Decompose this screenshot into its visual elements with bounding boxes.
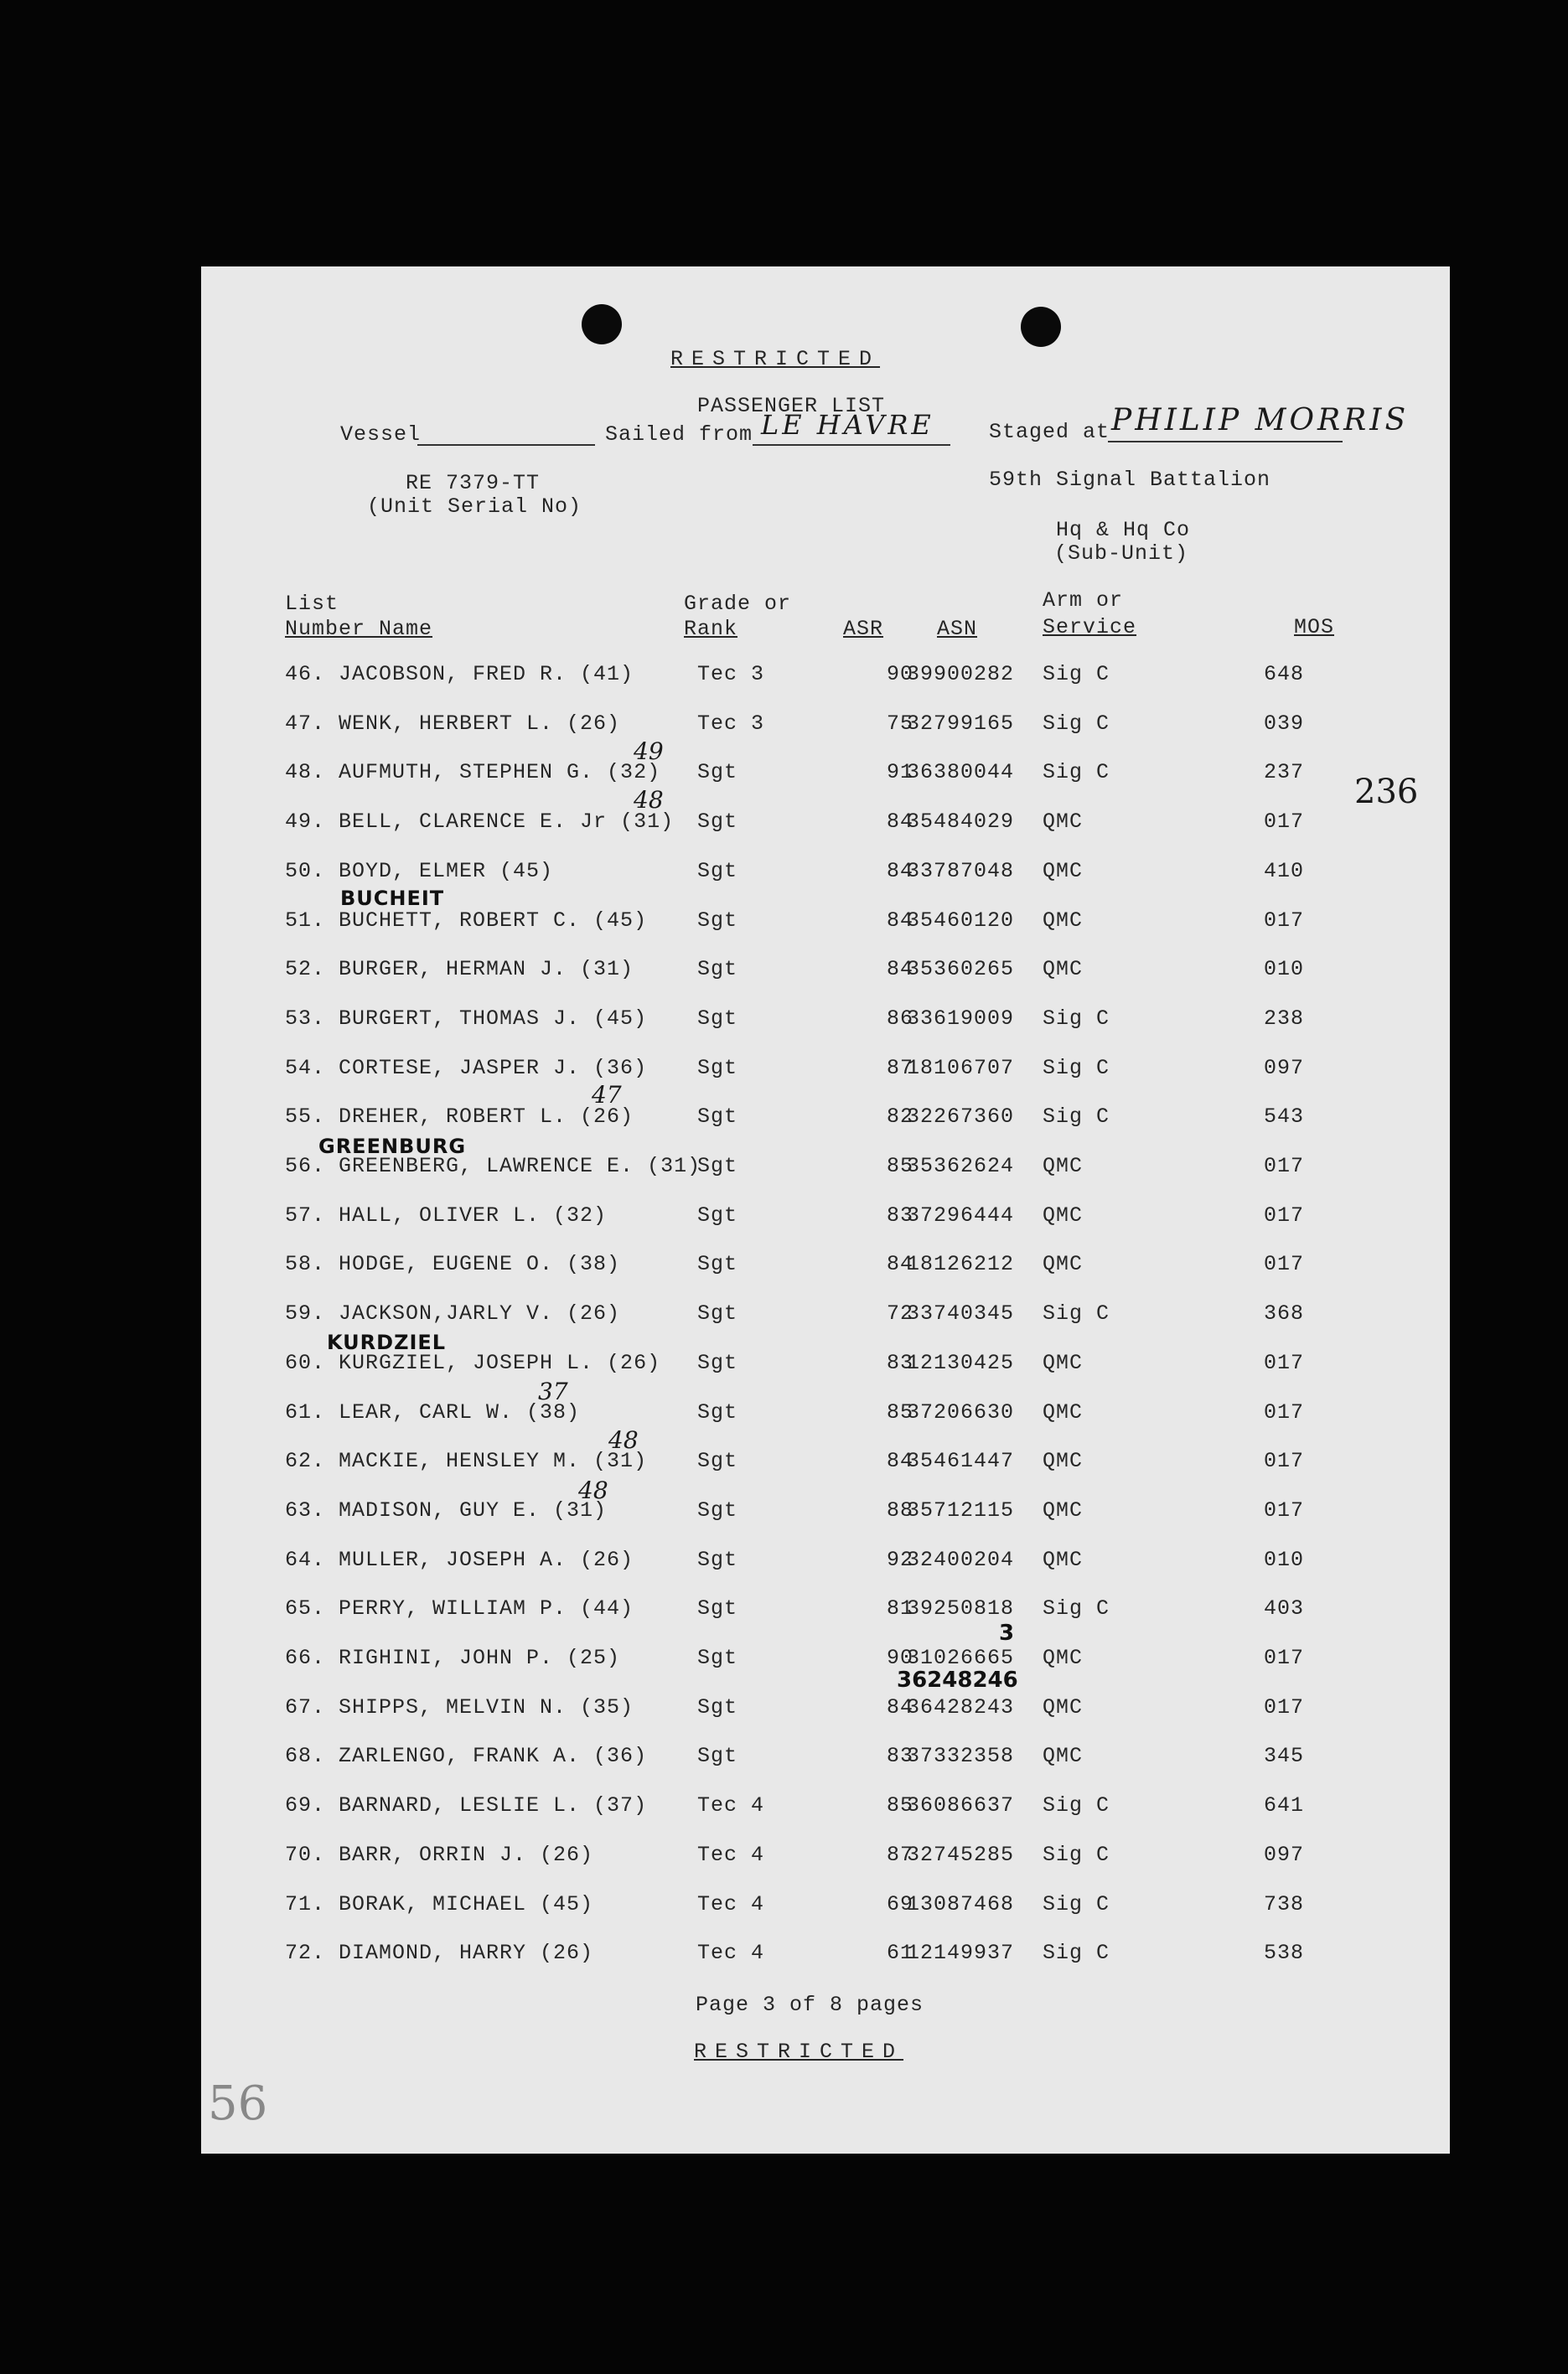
passenger-name: 47. WENK, HERBERT L. (26) — [285, 711, 621, 736]
table-row — [201, 1056, 1450, 1089]
arm-service: Sig C — [1043, 1596, 1110, 1621]
asn: 39900282 — [907, 662, 1015, 686]
grade: Sgt — [697, 1301, 738, 1327]
table-row — [201, 1596, 1450, 1630]
passenger-name: 54. CORTESE, JASPER J. (36) — [285, 1055, 648, 1080]
mos: 410 — [1263, 858, 1304, 883]
grade: Sgt — [697, 1006, 738, 1031]
asr: 90 — [886, 1646, 913, 1670]
col-rank: Rank — [684, 617, 738, 641]
asr: 84 — [886, 1449, 913, 1474]
arm-service: QMC — [1043, 1646, 1084, 1670]
arm-service: QMC — [1043, 1547, 1084, 1572]
asr: 87 — [886, 1842, 913, 1867]
col-arm: Arm or — [1043, 588, 1124, 613]
table-row — [201, 1498, 1450, 1532]
asn: 32799165 — [907, 711, 1015, 736]
asn: 31026665 — [907, 1646, 1015, 1670]
asr: 85 — [886, 1399, 913, 1425]
grade: Sgt — [697, 1104, 738, 1130]
grade: Tec 3 — [697, 662, 765, 686]
asn: 12130425 — [907, 1350, 1015, 1375]
battalion: 59th Signal Battalion — [989, 468, 1271, 492]
passenger-name: 68. ZARLENGO, FRANK A. (36) — [285, 1744, 648, 1769]
table-row — [201, 809, 1450, 843]
asn: 35461447 — [907, 1449, 1015, 1474]
subunit-label: (Sub-Unit) — [1054, 541, 1189, 566]
table-row — [201, 1154, 1450, 1187]
grade: Sgt — [697, 1055, 738, 1080]
mos: 237 — [1263, 760, 1304, 785]
annotation-age-48: 49 — [634, 737, 664, 765]
arm-service: QMC — [1043, 957, 1084, 982]
grade: Sgt — [697, 1154, 738, 1178]
table-row — [201, 711, 1450, 745]
passenger-name: 52. BURGER, HERMAN J. (31) — [285, 957, 634, 982]
staged-label: Staged at — [989, 420, 1110, 444]
table-row — [201, 1104, 1450, 1138]
table-row — [201, 1548, 1450, 1581]
punch-hole-left — [582, 304, 622, 344]
table-row — [201, 1449, 1450, 1482]
asr: 69 — [886, 1891, 913, 1916]
grade: Sgt — [697, 858, 738, 883]
table-row — [201, 908, 1450, 942]
passenger-name: 55. DREHER, ROBERT L. (26) — [285, 1104, 634, 1130]
table-row — [201, 760, 1450, 794]
asr: 61 — [886, 1941, 913, 1966]
asn: 13087468 — [907, 1891, 1015, 1916]
arm-service: Sig C — [1043, 1842, 1110, 1867]
mos: 010 — [1263, 957, 1304, 982]
annotation-age-61: 37 — [538, 1378, 568, 1405]
arm-service: Sig C — [1043, 1055, 1110, 1080]
asr: 90 — [886, 662, 913, 686]
asn: 33740345 — [907, 1301, 1015, 1327]
mos: 345 — [1263, 1744, 1304, 1769]
table-row — [201, 1744, 1450, 1777]
asr: 75 — [886, 711, 913, 736]
restricted-footer: RESTRICTED — [694, 2040, 904, 2064]
grade: Tec 4 — [697, 1842, 765, 1867]
mos: 017 — [1263, 1203, 1304, 1228]
mos: 648 — [1263, 662, 1304, 686]
asr: 84 — [886, 1694, 913, 1720]
asr: 86 — [886, 1006, 913, 1031]
passenger-name: 46. JACOBSON, FRED R. (41) — [285, 662, 634, 686]
mos: 017 — [1263, 1497, 1304, 1523]
grade: Sgt — [697, 1252, 738, 1277]
asn: 18126212 — [907, 1252, 1015, 1277]
mos: 017 — [1263, 1350, 1304, 1375]
mos: 010 — [1263, 1547, 1304, 1572]
arm-service: Sig C — [1043, 1104, 1110, 1130]
mos: 017 — [1263, 1449, 1304, 1474]
passenger-name: 63. MADISON, GUY E. (31) — [285, 1497, 608, 1523]
asr: 84 — [886, 809, 913, 835]
col-asr: ASR — [843, 617, 884, 641]
passenger-name: 53. BURGERT, THOMAS J. (45) — [285, 1006, 648, 1031]
table-row — [201, 1006, 1450, 1040]
table-row — [201, 1843, 1450, 1876]
mos: 543 — [1263, 1104, 1304, 1130]
mos: 097 — [1263, 1842, 1304, 1867]
arm-service: QMC — [1043, 1203, 1084, 1228]
staged-value: PHILIP MORRIS — [1111, 403, 1410, 437]
asn: 37296444 — [907, 1203, 1015, 1228]
table-row — [201, 662, 1450, 696]
annotation-age-63: 48 — [578, 1477, 608, 1504]
arm-service: Sig C — [1043, 662, 1110, 686]
asn: 33619009 — [907, 1006, 1015, 1031]
asn: 39250818 — [907, 1596, 1015, 1621]
passenger-name: 59. JACKSON,JARLY V. (26) — [285, 1301, 621, 1327]
arm-service: QMC — [1043, 908, 1084, 933]
grade: Sgt — [697, 1399, 738, 1425]
asn: 36086637 — [907, 1793, 1015, 1818]
col-service: Service — [1043, 615, 1137, 639]
mos: 641 — [1263, 1793, 1304, 1818]
grade: Tec 4 — [697, 1941, 765, 1966]
subunit: Hq & Hq Co — [1056, 518, 1191, 542]
sailed-value: LE HAVRE — [761, 409, 934, 441]
annotation-age-62: 48 — [608, 1426, 639, 1454]
arm-service: QMC — [1043, 1350, 1084, 1375]
passenger-name: 66. RIGHINI, JOHN P. (25) — [285, 1646, 621, 1670]
table-row — [201, 1941, 1450, 1974]
asr: 85 — [886, 1154, 913, 1178]
passenger-name: 57. HALL, OLIVER L. (32) — [285, 1203, 608, 1228]
sailed-blank — [753, 444, 950, 446]
passenger-name: 69. BARNARD, LESLIE L. (37) — [285, 1793, 648, 1818]
asr: 84 — [886, 908, 913, 933]
asr: 82 — [886, 1104, 913, 1130]
asn: 35484029 — [907, 809, 1015, 835]
asr: 88 — [886, 1497, 913, 1523]
asr: 72 — [886, 1301, 913, 1327]
table-row — [201, 1252, 1450, 1285]
grade: Tec 4 — [697, 1891, 765, 1916]
arm-service: QMC — [1043, 1154, 1084, 1178]
arm-service: Sig C — [1043, 1941, 1110, 1966]
asr: 84 — [886, 1252, 913, 1277]
asr: 91 — [886, 760, 913, 785]
page-number: Page 3 of 8 pages — [696, 1993, 924, 2017]
grade: Sgt — [697, 760, 738, 785]
passenger-name: 62. MACKIE, HENSLEY M. (31) — [285, 1449, 648, 1474]
grade: Sgt — [697, 957, 738, 982]
asn: 37206630 — [907, 1399, 1015, 1425]
mos: 017 — [1263, 1646, 1304, 1670]
asr: 84 — [886, 858, 913, 883]
passenger-name: 49. BELL, CLARENCE E. Jr (31) — [285, 809, 675, 835]
grade: Sgt — [697, 1350, 738, 1375]
passenger-name: 50. BOYD, ELMER (45) — [285, 858, 554, 883]
document-title: PASSENGER LIST — [697, 394, 886, 418]
corner-pencil-note: 56 — [208, 2077, 268, 2131]
passenger-name: 61. LEAR, CARL W. (38) — [285, 1399, 581, 1425]
arm-service: Sig C — [1043, 1006, 1110, 1031]
arm-service: Sig C — [1043, 760, 1110, 785]
punch-hole-right — [1021, 307, 1061, 347]
mos: 097 — [1263, 1055, 1304, 1080]
asn: 35360265 — [907, 957, 1015, 982]
annotation-name-51: BUCHEIT — [340, 887, 445, 910]
table-row — [201, 957, 1450, 990]
arm-service: Sig C — [1043, 1793, 1110, 1818]
asn: 37332358 — [907, 1744, 1015, 1769]
asn: 32745285 — [907, 1842, 1015, 1867]
asn: 35712115 — [907, 1497, 1015, 1523]
asn: 35460120 — [907, 908, 1015, 933]
grade: Tec 3 — [697, 711, 765, 736]
table-row — [201, 1892, 1450, 1926]
arm-service: QMC — [1043, 858, 1084, 883]
passenger-name: 48. AUFMUTH, STEPHEN G. (32) — [285, 760, 661, 785]
grade: Sgt — [697, 809, 738, 835]
grade: Sgt — [697, 1547, 738, 1572]
sailed-label: Sailed from — [605, 422, 753, 447]
passenger-name: 64. MULLER, JOSEPH A. (26) — [285, 1547, 634, 1572]
vessel-blank — [417, 444, 595, 446]
table-row — [201, 1400, 1450, 1434]
asr: 87 — [886, 1055, 913, 1080]
asn: 32400204 — [907, 1547, 1015, 1572]
restricted-header: RESTRICTED — [670, 347, 881, 371]
asr: 92 — [886, 1547, 913, 1572]
mos: 039 — [1263, 711, 1304, 736]
arm-service: QMC — [1043, 1497, 1084, 1523]
passenger-name: 51. BUCHETT, ROBERT C. (45) — [285, 908, 648, 933]
unit-serial-label: (Unit Serial No) — [367, 494, 582, 519]
annotation-age-49: 48 — [634, 786, 664, 814]
col-grade: Grade or — [684, 592, 792, 616]
arm-service: QMC — [1043, 1399, 1084, 1425]
col-list: List — [285, 592, 339, 616]
asn: 35362624 — [907, 1154, 1015, 1178]
arm-service: QMC — [1043, 1744, 1084, 1769]
staged-blank — [1108, 441, 1343, 442]
passenger-name: 56. GREENBERG, LAWRENCE E. (31) — [285, 1154, 701, 1178]
asn: 36380044 — [907, 760, 1015, 785]
asr: 83 — [886, 1744, 913, 1769]
asn: 36428243 — [907, 1694, 1015, 1720]
grade: Sgt — [697, 1744, 738, 1769]
passenger-name: 58. HODGE, EUGENE O. (38) — [285, 1252, 621, 1277]
mos: 017 — [1263, 1154, 1304, 1178]
asn: 33787048 — [907, 858, 1015, 883]
document-page — [201, 266, 1450, 2154]
col-number-name: Number Name — [285, 617, 433, 641]
arm-service: Sig C — [1043, 711, 1110, 736]
asn: 18106707 — [907, 1055, 1015, 1080]
table-row — [201, 1203, 1450, 1237]
grade: Sgt — [697, 1596, 738, 1621]
col-asn: ASN — [937, 617, 978, 641]
mos: 017 — [1263, 1694, 1304, 1720]
grade: Tec 4 — [697, 1793, 765, 1818]
grade: Sgt — [697, 1449, 738, 1474]
mos: 538 — [1263, 1941, 1304, 1966]
asr: 81 — [886, 1596, 913, 1621]
arm-service: QMC — [1043, 809, 1084, 835]
arm-service: QMC — [1043, 1449, 1084, 1474]
passenger-name: 65. PERRY, WILLIAM P. (44) — [285, 1596, 634, 1621]
asr: 83 — [886, 1203, 913, 1228]
grade: Sgt — [697, 1646, 738, 1670]
asr: 83 — [886, 1350, 913, 1375]
annotation-asn-67: 36248246 — [897, 1668, 1018, 1693]
passenger-name: 71. BORAK, MICHAEL (45) — [285, 1891, 594, 1916]
col-mos: MOS — [1294, 615, 1335, 639]
asn: 32267360 — [907, 1104, 1015, 1130]
mos: 403 — [1263, 1596, 1304, 1621]
table-row — [201, 1646, 1450, 1679]
asr: 84 — [886, 957, 913, 982]
arm-service: QMC — [1043, 1252, 1084, 1277]
asn: 12149937 — [907, 1941, 1015, 1966]
mos: 017 — [1263, 908, 1304, 933]
vessel-label: Vessel — [340, 422, 422, 447]
arm-service: QMC — [1043, 1694, 1084, 1720]
mos: 017 — [1263, 1252, 1304, 1277]
annotation-age-55: 47 — [592, 1081, 622, 1109]
passenger-name: 72. DIAMOND, HARRY (26) — [285, 1941, 594, 1966]
annotation-name-56: GREENBURG — [318, 1135, 467, 1158]
mos: 017 — [1263, 809, 1304, 835]
mos: 017 — [1263, 1399, 1304, 1425]
mos: 738 — [1263, 1891, 1304, 1916]
grade: Sgt — [697, 1694, 738, 1720]
arm-service: Sig C — [1043, 1891, 1110, 1916]
table-row — [201, 1695, 1450, 1729]
mos: 238 — [1263, 1006, 1304, 1031]
passenger-name: 70. BARR, ORRIN J. (26) — [285, 1842, 594, 1867]
passenger-name: 67. SHIPPS, MELVIN N. (35) — [285, 1694, 634, 1720]
passenger-name: 60. KURGZIEL, JOSEPH L. (26) — [285, 1350, 661, 1375]
table-row — [201, 1351, 1450, 1384]
arm-service: Sig C — [1043, 1301, 1110, 1327]
annotation-asn-66: 3 — [999, 1621, 1016, 1646]
margin-number: 236 — [1354, 773, 1419, 811]
mos: 368 — [1263, 1301, 1304, 1327]
grade: Sgt — [697, 908, 738, 933]
grade: Sgt — [697, 1203, 738, 1228]
annotation-name-60: KURDZIEL — [327, 1331, 447, 1354]
asr: 85 — [886, 1793, 913, 1818]
table-row — [201, 1793, 1450, 1827]
unit-serial: RE 7379-TT — [406, 471, 541, 495]
grade: Sgt — [697, 1497, 738, 1523]
